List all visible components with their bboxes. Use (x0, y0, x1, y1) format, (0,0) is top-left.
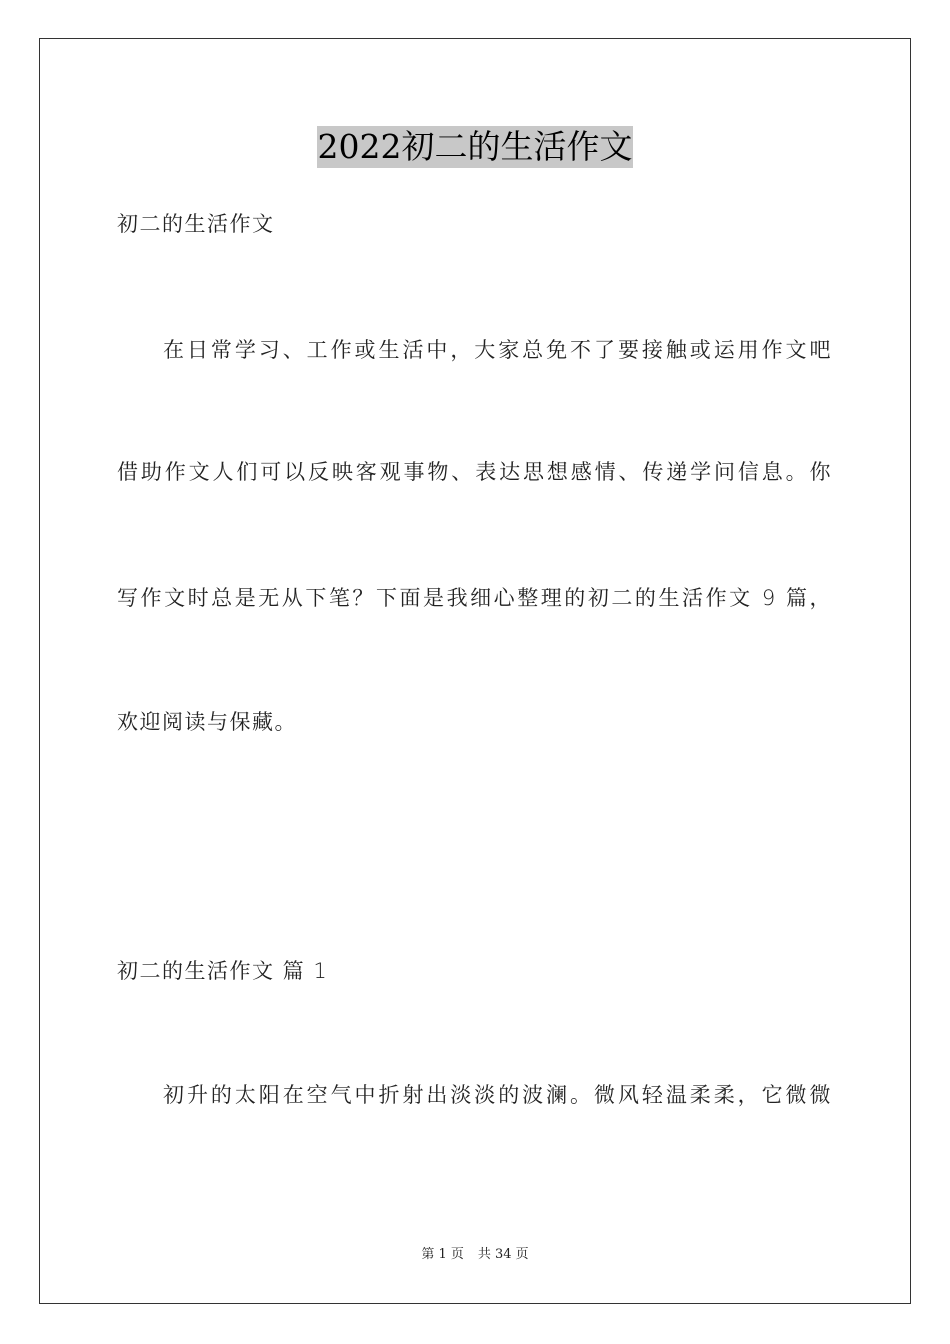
paragraph-line-2: 借助作文人们可以反映客观事物、表达思想感情、传递学问信息。你 (117, 460, 832, 484)
paragraph-line-1: 在日常学习、工作或生活中，大家总免不了要接触或运用作文吧 (163, 338, 832, 362)
title-container (0, 126, 950, 168)
page-footer (0, 1246, 950, 1264)
paragraph-line-4: 欢迎阅读与保藏。 (117, 710, 297, 734)
section-paragraph-line-1: 初升的太阳在空气中折射出淡淡的波澜。微风轻温柔柔，它微微 (163, 1083, 832, 1107)
subtitle-line: 初二的生活作文 (117, 212, 275, 236)
paragraph-line-3: 写作文时总是无从下笔？下面是我细心整理的初二的生活作文 9 篇， (117, 586, 832, 610)
page-number: 第 1 页 (421, 1247, 464, 1262)
page-total: 共 34 页 (477, 1247, 529, 1262)
section-heading: 初二的生活作文 篇 1 (117, 959, 329, 983)
document-title: 2022初二的生活作文 (317, 127, 633, 166)
